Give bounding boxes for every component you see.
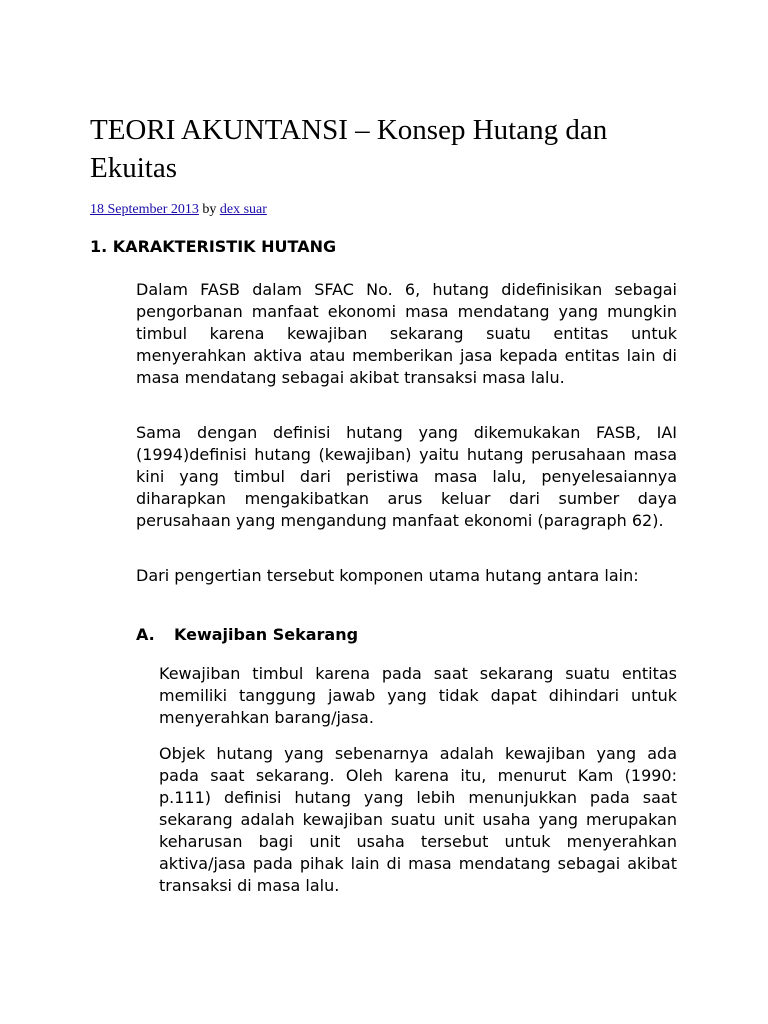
paragraph-objek-hutang: Objek hutang yang sebenarnya adalah kewajiban yang ada pada saat sekarang. Oleh karena itu, menurut Kam (1990: p.111) definisi hutang yang lebih menunjukkan pada saat sekarang adalah kewajiban suatu unit usaha yang merupakan keharusan bagi unit usaha tersebut untuk menyerahkan aktiva/jasa pada pihak lain di masa mendatang sebagai akibat transaksi di masa lalu. bbox=[159, 744, 677, 895]
subheading-kewajiban-sekarang bbox=[136, 624, 358, 646]
paragraph-fasb-definition: Dalam FASB dalam SFAC No. 6, hutang didefinisikan sebagai pengorbanan manfaat ekonomi masa mendatang yang mungkin timbul karena kewajiban sekarang suatu entitas untuk menyerahkan aktiva atau memberikan jasa kepada entitas lain di masa mendatang sebagai akibat transaksi masa lalu. bbox=[136, 280, 677, 387]
paragraph-kewajiban-timbul: Kewajiban timbul karena pada saat sekarang suatu entitas memiliki tanggung jawab yang tidak dapat dihindari untuk menyerahkan barang/jasa. bbox=[159, 664, 677, 727]
paragraph-iai-definition: Sama dengan definisi hutang yang dikemukakan FASB, IAI (1994)definisi hutang (kewajiban) yaitu hutang perusahaan masa kini yang timbul dari peristiwa masa lalu, penyelesaiannya diharapkan mengakibatkan arus keluar dari sumber daya perusahaan yang mengandung manfaat ekonomi (paragraph 62). bbox=[136, 423, 677, 530]
post-title: TEORI AKUNTANSI – Konsep Hutang dan Ekuitas bbox=[90, 114, 608, 184]
post-date-link[interactable]: 18 September 2013 bbox=[90, 202, 199, 217]
paragraph-components-intro: Dari pengertian tersebut komponen utama hutang antara lain: bbox=[136, 566, 639, 585]
section-heading: 1. KARAKTERISTIK HUTANG bbox=[90, 237, 337, 256]
subheading-number: A. bbox=[136, 625, 155, 644]
post-meta bbox=[90, 201, 267, 219]
by-label: by bbox=[202, 202, 217, 217]
subheading-text: Kewajiban Sekarang bbox=[174, 625, 359, 644]
author-link[interactable]: dex suar bbox=[219, 202, 267, 217]
